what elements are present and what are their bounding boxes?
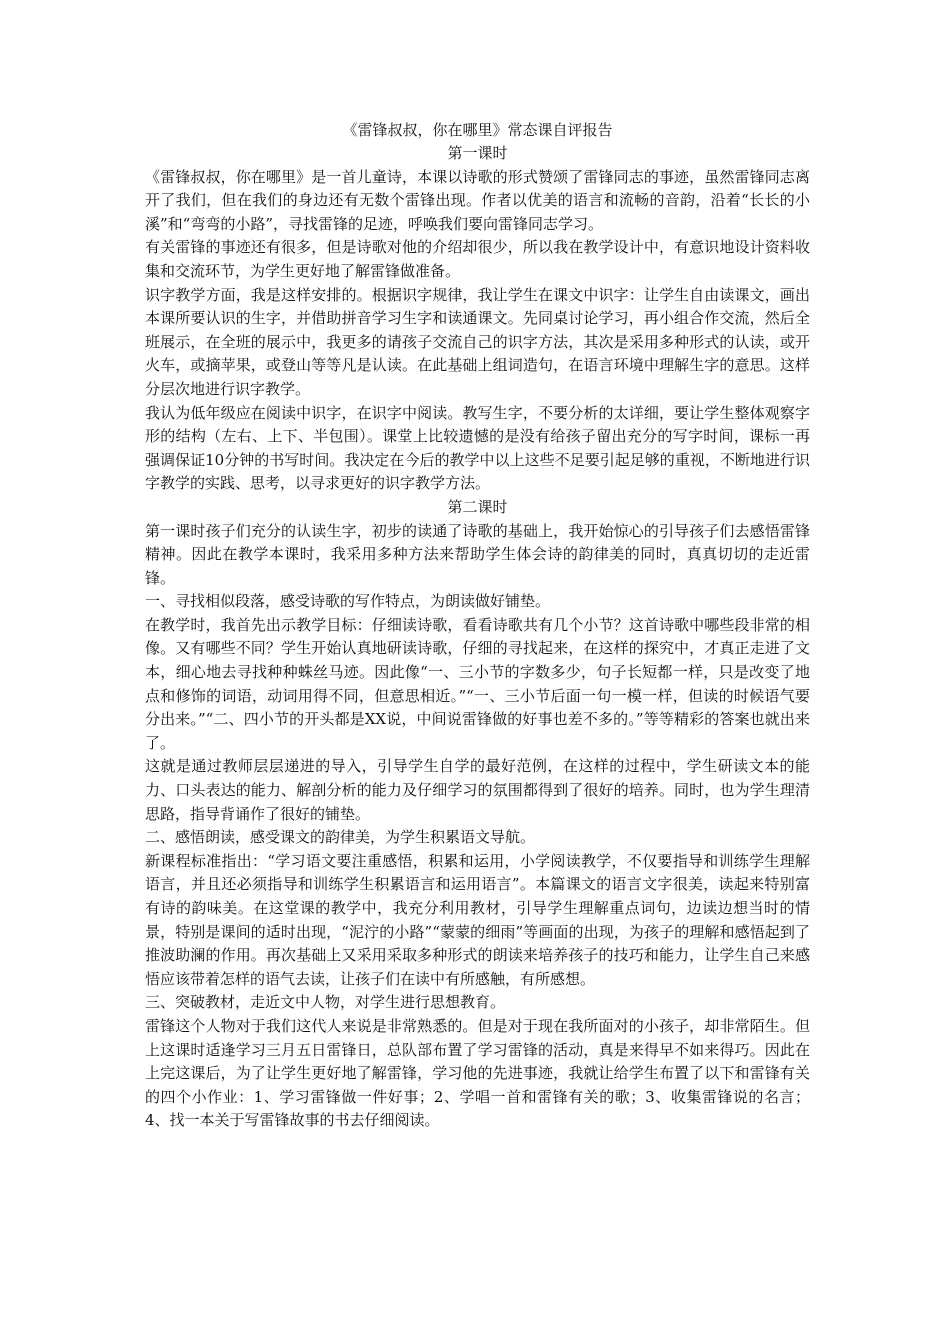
lesson2-paragraph: 这就是通过教师层层递进的导入，引导学生自学的最好范例，在这样的过程中，学生研读文本的能力、口头表达的能力、解剖分析的能力及仔细学习的氛围都得到了很好的培养。同时，也为学生理清思路，指导背诵作了很好的铺垫。 xyxy=(145,757,810,823)
section-heading-3: 三、突破教材，走近文中人物，对学生进行思想教育。 xyxy=(145,993,506,1012)
document-page xyxy=(145,118,810,1133)
lesson1-heading: 第一课时 xyxy=(447,144,508,162)
lesson1-paragraph: 我认为低年级应在阅读中识字，在识字中阅读。教写生字，不要分析的太详细，要让学生整体观察字形的结构（左右、上下、半包围）。课堂上比较遗憾的是没有给孩子留出充分的写字时间，课标一再强调保证10分钟的书写时间。我决定在今后的教学中以上这些不足要引起足够的重视，不断地进行识字教学的实践、思考，以寻求更好的识字教学方法。 xyxy=(145,403,810,493)
section-heading-2: 二、感悟朗读，感受课文的韵律美，为学生积累语文导航。 xyxy=(145,828,536,847)
lesson2-paragraph: 第一课时孩子们充分的认读生字，初步的读通了诗歌的基础上，我开始惊心的引导孩子们去感悟雷锋精神。因此在教学本课时，我采用多种方法来帮助学生体会诗的韵律美的同时，真真切切的走近雷锋。 xyxy=(145,521,810,587)
lesson1-paragraph: 识字教学方面，我是这样安排的。根据识字规律，我让学生在课文中识字：让学生自由读课文，画出本课所要认识的生字，并借助拼音学习生字和读通课文。先同桌讨论学习，再小组合作交流，然后全班展示，在全班的展示中，我更多的请孩子交流自己的识字方法，其次是采用多种形式的认读，或开火车，或摘苹果，或登山等等凡是认读。在此基础上组词造句，在语言环境中理解生字的意思。这样分层次地进行识字教学。 xyxy=(145,285,810,398)
lesson1-paragraph: 《雷锋叔叔，你在哪里》是一首儿童诗，本课以诗歌的形式赞颂了雷锋同志的事迹，虽然雷锋同志离开了我们，但在我们的身边还有无数个雷锋出现。作者以优美的语言和流畅的音韵，沿着“长长的小溪”和“弯弯的小路”，寻找雷锋的足迹，呼唤我们要向雷锋同志学习。 xyxy=(145,167,810,233)
section-heading-1: 一、寻找相似段落，感受诗歌的写作特点，为朗读做好铺垫。 xyxy=(145,592,551,611)
lesson2-paragraph: 在教学时，我首先出示教学目标：仔细读诗歌，看看诗歌共有几个小节？这首诗歌中哪些段非常的相像。又有哪些不同？学生开始认真地研读诗歌，仔细的寻找起来，在这样的探究中，才真正走进了文本，细心地去寻找种种蛛丝马迹。因此像“一、三小节的字数多少，句子长短都一样，只是改变了地点和修饰的词语，动词用得不同，但意思相近。”“一、三小节后面一句一模一样，但读的时候语气要分出来。”“二、四小节的开头都是XX说，中间说雷锋做的好事也差不多的。”等等精彩的答案也就出来了。 xyxy=(145,615,810,752)
document-title: 《雷锋叔叔，你在哪里》常态课自评报告 xyxy=(342,121,613,139)
lesson2-paragraph: 雷锋这个人物对于我们这代人来说是非常熟悉的。但是对于现在我所面对的小孩子，却非常陌生。但上这课时适逢学习三月五日雷锋日，总队部布置了学习雷锋的活动，真是来得早不如来得巧。因此在上完这课后，为了让学生更好地了解雷锋，学习他的先进事迹，我就让给学生布置了以下和雷锋有关的四个小作业：1、学习雷锋做一件好事；2、学唱一首和雷锋有关的歌；3、收集雷锋说的名言；4、找一本关于写雷锋故事的书去仔细阅读。 xyxy=(145,1016,810,1130)
lesson1-paragraph: 有关雷锋的事迹还有很多，但是诗歌对他的介绍却很少，所以我在教学设计中，有意识地设计资料收集和交流环节，为学生更好地了解雷锋做准备。 xyxy=(145,238,810,280)
lesson2-paragraph: 新课程标准指出：“学习语文要注重感悟，积累和运用，小学阅读教学，不仅要指导和训练学生理解语言，并且还必须指导和训练学生积累语言和运用语言”。本篇课文的语言文字很美，读起来特别富有诗的韵味美。在这堂课的教学中，我充分利用教材，引导学生理解重点词句，边读边想当时的情景，特别是课间的适时出现，“泥泞的小路”“蒙蒙的细雨”等画面的出现，为孩子的理解和感悟起到了推波助澜的作用。再次基础上又采用采取多种形式的朗读来培养孩子的技巧和能力，让学生自己来感悟应该带着怎样的语气去读，让孩子们在读中有所感触，有所感想。 xyxy=(145,851,810,988)
lesson2-heading: 第二课时 xyxy=(447,497,508,516)
